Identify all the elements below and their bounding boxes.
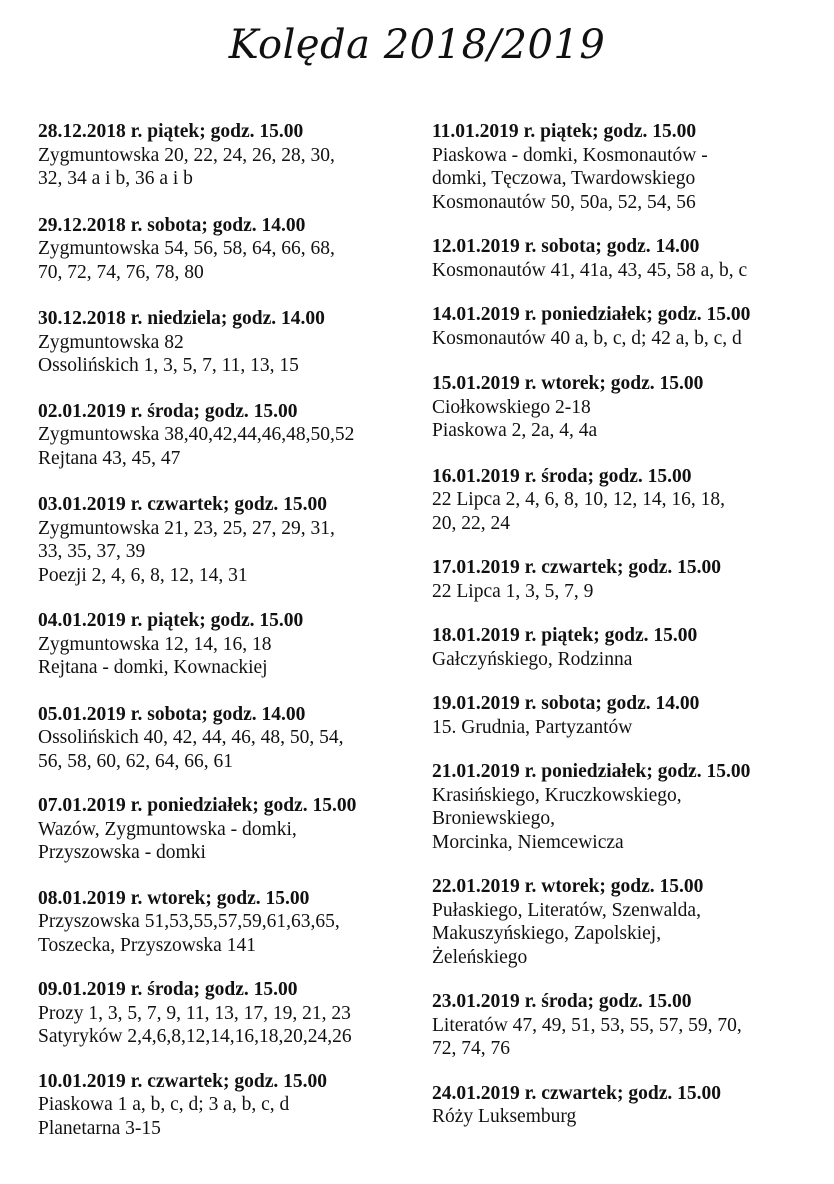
entry-street-line: Poezji 2, 4, 6, 8, 12, 14, 31	[38, 564, 248, 586]
schedule-entry	[38, 493, 420, 587]
schedule-entry	[432, 1082, 827, 1129]
entry-date-heading: 28.12.2018 r. piątek; godz. 15.00	[38, 121, 304, 142]
schedule-entry	[38, 794, 420, 865]
entry-date-heading: 14.01.2019 r. poniedziałek; godz. 15.00	[432, 304, 751, 325]
entry-street-line: 20, 22, 24	[432, 512, 510, 534]
entry-street-line: 22 Lipca 1, 3, 5, 7, 9	[432, 580, 594, 602]
schedule-entry	[432, 235, 827, 282]
schedule-entry	[432, 875, 827, 969]
entry-street-line: Makuszyńskiego, Zapolskiej,	[432, 923, 662, 944]
entry-street-line: Kosmonautów 40 a, b, c, d; 42 a, b, c, d	[432, 327, 742, 349]
schedule-entry	[38, 1070, 420, 1141]
schedule-entry	[432, 624, 827, 671]
entry-date-heading: 22.01.2019 r. wtorek; godz. 15.00	[432, 876, 704, 897]
entry-date-heading: 11.01.2019 r. piątek; godz. 15.00	[432, 121, 697, 142]
entry-street-line: Broniewskiego,	[432, 808, 555, 829]
entry-date-heading: 24.01.2019 r. czwartek; godz. 15.00	[432, 1082, 722, 1104]
entry-date-heading: 07.01.2019 r. poniedziałek; godz. 15.00	[38, 795, 357, 816]
entry-street-line: Zygmuntowska 82	[38, 331, 184, 353]
entry-date-heading: 17.01.2019 r. czwartek; godz. 15.00	[432, 557, 722, 578]
entry-date-heading: 10.01.2019 r. czwartek; godz. 15.00	[38, 1070, 328, 1092]
entry-date-heading: 18.01.2019 r. piątek; godz. 15.00	[432, 625, 698, 646]
entry-street-line: 32, 34 a i b, 36 a i b	[38, 168, 193, 189]
entry-date-heading: 03.01.2019 r. czwartek; godz. 15.00	[38, 494, 328, 515]
entry-street-line: Zygmuntowska 38,40,42,44,46,48,50,52	[38, 424, 355, 445]
entry-street-line: Prozy 1, 3, 5, 7, 9, 11, 13, 17, 19, 21, 23	[38, 1002, 351, 1024]
entry-date-heading: 19.01.2019 r. sobota; godz. 14.00	[432, 693, 700, 714]
entry-street-line: 33, 35, 37, 39	[38, 541, 146, 562]
entry-street-line: Planetarna 3-15	[38, 1117, 161, 1139]
entry-street-line: Kosmonautów 50, 50a, 52, 54, 56	[432, 191, 696, 213]
page-title: Kolęda 2018/2019	[228, 22, 606, 68]
entry-street-line: Gałczyńskiego, Rodzinna	[432, 648, 633, 670]
entry-street-line: Zygmuntowska 21, 23, 25, 27, 29, 31,	[38, 517, 335, 539]
schedule-entry	[432, 760, 827, 854]
entry-street-line: Róży Luksemburg	[432, 1106, 577, 1127]
entry-street-line: Piaskowa 2, 2a, 4, 4a	[432, 420, 598, 441]
entry-street-line: Ossolińskich 40, 42, 44, 46, 48, 50, 54,	[38, 727, 344, 748]
schedule-entry	[432, 372, 827, 443]
entry-street-line: Przyszowska - domki	[38, 842, 206, 863]
schedule-entry	[38, 307, 420, 378]
entry-date-heading: 09.01.2019 r. środa; godz. 15.00	[38, 979, 298, 1000]
entry-date-heading: 02.01.2019 r. środa; godz. 15.00	[38, 400, 298, 422]
entry-date-heading: 15.01.2019 r. wtorek; godz. 15.00	[432, 373, 704, 394]
entry-street-line: Przyszowska 51,53,55,57,59,61,63,65,	[38, 911, 340, 932]
entry-street-line: Piaskowa - domki, Kosmonautów -	[432, 144, 708, 166]
entry-date-heading: 12.01.2019 r. sobota; godz. 14.00	[432, 236, 700, 257]
entry-date-heading: 04.01.2019 r. piątek; godz. 15.00	[38, 610, 304, 631]
entry-street-line: 70, 72, 74, 76, 78, 80	[38, 261, 204, 283]
schedule-entry	[38, 120, 420, 191]
entry-date-heading: 29.12.2018 r. sobota; godz. 14.00	[38, 214, 306, 236]
schedule-entry	[38, 978, 420, 1049]
schedule-entry	[38, 887, 420, 958]
entry-street-line: domki, Tęczowa, Twardowskiego	[432, 168, 696, 189]
entry-street-line: Zygmuntowska 12, 14, 16, 18	[38, 633, 272, 655]
entry-street-line: Ossolińskich 1, 3, 5, 7, 11, 13, 15	[38, 355, 299, 376]
entry-date-heading: 05.01.2019 r. sobota; godz. 14.00	[38, 703, 306, 725]
entry-street-line: Krasińskiego, Kruczkowskiego,	[432, 784, 682, 806]
schedule-entry	[432, 556, 827, 603]
schedule-entry	[38, 609, 420, 680]
entry-street-line: Rejtana 43, 45, 47	[38, 447, 181, 469]
entry-street-line: Ciołkowskiego 2-18	[432, 396, 591, 418]
schedule-right-column	[432, 120, 827, 1129]
entry-street-line: 72, 74, 76	[432, 1038, 510, 1059]
entry-street-line: Żeleńskiego	[432, 946, 528, 968]
schedule-entry	[38, 400, 420, 471]
entry-date-heading: 30.12.2018 r. niedziela; godz. 14.00	[38, 308, 325, 329]
entry-street-line: Kosmonautów 41, 41a, 43, 45, 58 a, b, c	[432, 259, 748, 281]
entry-street-line: Morcinka, Niemcewicza	[432, 831, 624, 853]
entry-street-line: Zygmuntowska 54, 56, 58, 64, 66, 68,	[38, 238, 335, 259]
entry-street-line: Pułaskiego, Literatów, Szenwalda,	[432, 899, 701, 921]
schedule-entry	[432, 120, 827, 214]
entry-street-line: 15. Grudnia, Partyzantów	[432, 716, 633, 738]
schedule-entry	[38, 703, 420, 774]
entry-street-line: Satyryków 2,4,6,8,12,14,16,18,20,24,26	[38, 1026, 352, 1047]
schedule-entry	[432, 692, 827, 739]
entry-street-line: Wazów, Zygmuntowska - domki,	[38, 818, 297, 840]
entry-date-heading: 16.01.2019 r. środa; godz. 15.00	[432, 465, 692, 487]
schedule-entry	[432, 990, 827, 1061]
entry-street-line: Rejtana - domki, Kownackiej	[38, 657, 268, 678]
schedule-entry	[432, 465, 827, 536]
entry-date-heading: 23.01.2019 r. środa; godz. 15.00	[432, 991, 692, 1012]
schedule-entry	[432, 303, 827, 350]
entry-street-line: Literatów 47, 49, 51, 53, 55, 57, 59, 70,	[432, 1014, 742, 1036]
entry-date-heading: 08.01.2019 r. wtorek; godz. 15.00	[38, 887, 310, 909]
entry-street-line: 56, 58, 60, 62, 64, 66, 61	[38, 750, 233, 772]
entry-street-line: Piaskowa 1 a, b, c, d; 3 a, b, c, d	[38, 1094, 290, 1115]
schedule-entry	[38, 214, 420, 285]
schedule-left-column	[38, 120, 420, 1140]
entry-street-line: 22 Lipca 2, 4, 6, 8, 10, 12, 14, 16, 18,	[432, 489, 726, 510]
entry-date-heading: 21.01.2019 r. poniedziałek; godz. 15.00	[432, 761, 751, 782]
entry-street-line: Toszecka, Przyszowska 141	[38, 934, 256, 956]
entry-street-line: Zygmuntowska 20, 22, 24, 26, 28, 30,	[38, 144, 335, 166]
